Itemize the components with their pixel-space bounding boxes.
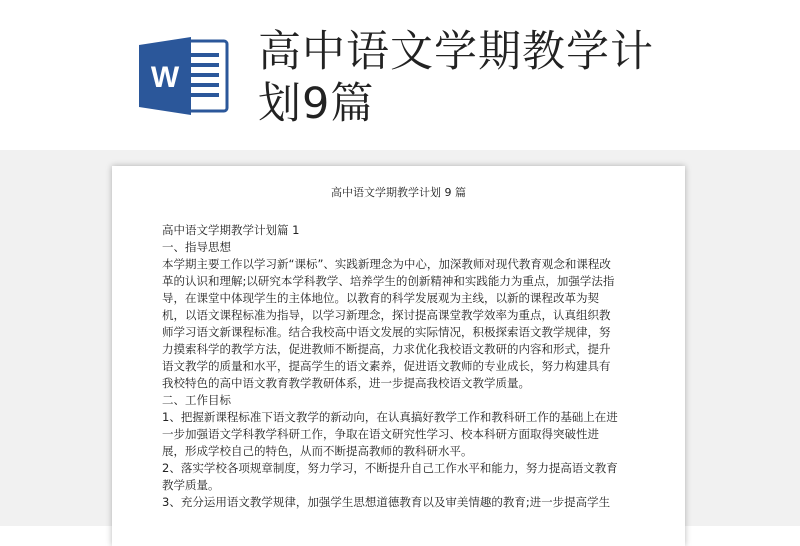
document-page: [112, 166, 685, 546]
document-line: 一步加强语文学科教学科研工作，争取在语文研究性学习、校本科研方面取得突破性进: [162, 427, 599, 441]
word-icon: [139, 35, 231, 117]
header-banner: [0, 0, 800, 150]
document-line: 力摸索科学的教学方法，促进教师不断提高，力求优化我校语文教研的内容和形式，提升: [162, 342, 611, 356]
document-line: 高中语文学期教学计划篇 1: [162, 223, 300, 237]
document-line: 语文教学的质量和水平，提高学生的语文素养，促进语文教师的专业成长，努力构建具有: [162, 359, 611, 373]
document-line: 本学期主要工作以学习新“课标”、实践新理念为中心，加深教师对现代教育观念和课程改: [162, 257, 611, 271]
document-body: [162, 222, 642, 511]
document-line: 2、落实学校各项规章制度，努力学习，不断提升自己工作水平和能力，努力提高语文教育: [162, 461, 618, 475]
document-line: 1、把握新课程标准下语文教学的新动向，在认真搞好教学工作和教科研工作的基础上在进: [162, 410, 618, 424]
document-line: 革的认识和理解;以研究本学科教学、培养学生的创新精神和实践能力为重点，加强学法指: [162, 274, 615, 288]
document-title: 高中语文学期教学计划 9 篇: [331, 186, 466, 199]
document-line: 教学质量。: [162, 478, 220, 492]
document-line: 师学习语文新课程标准。结合我校高中语文发展的实际情况，积极探索语文教学规律，努: [162, 325, 611, 339]
document-line: 3、充分运用语文教学规律，加强学生思想道德教育以及审美情趣的教育;进一步提高学生: [162, 495, 611, 509]
svg-text:W: W: [150, 61, 180, 94]
document-line: 我校特色的高中语文教育教学教研体系，进一步提高我校语文教学质量。: [162, 376, 530, 390]
page-title: 高中语文学期教学计划9篇: [258, 27, 654, 129]
document-line: 二、工作目标: [162, 393, 231, 407]
document-line: 展，形成学校自己的特色，从而不断提高教师的教科研水平。: [162, 444, 473, 458]
document-line: 机，以语文课程标准为指导，以学习新理念，探讨提高课堂教学效率为重点，认真组织教: [162, 308, 611, 322]
document-line: 一、指导思想: [162, 240, 231, 254]
document-line: 导，在课堂中体现学生的主体地位。以教育的科学发展观为主线，以新的课程改革为契: [162, 291, 599, 305]
